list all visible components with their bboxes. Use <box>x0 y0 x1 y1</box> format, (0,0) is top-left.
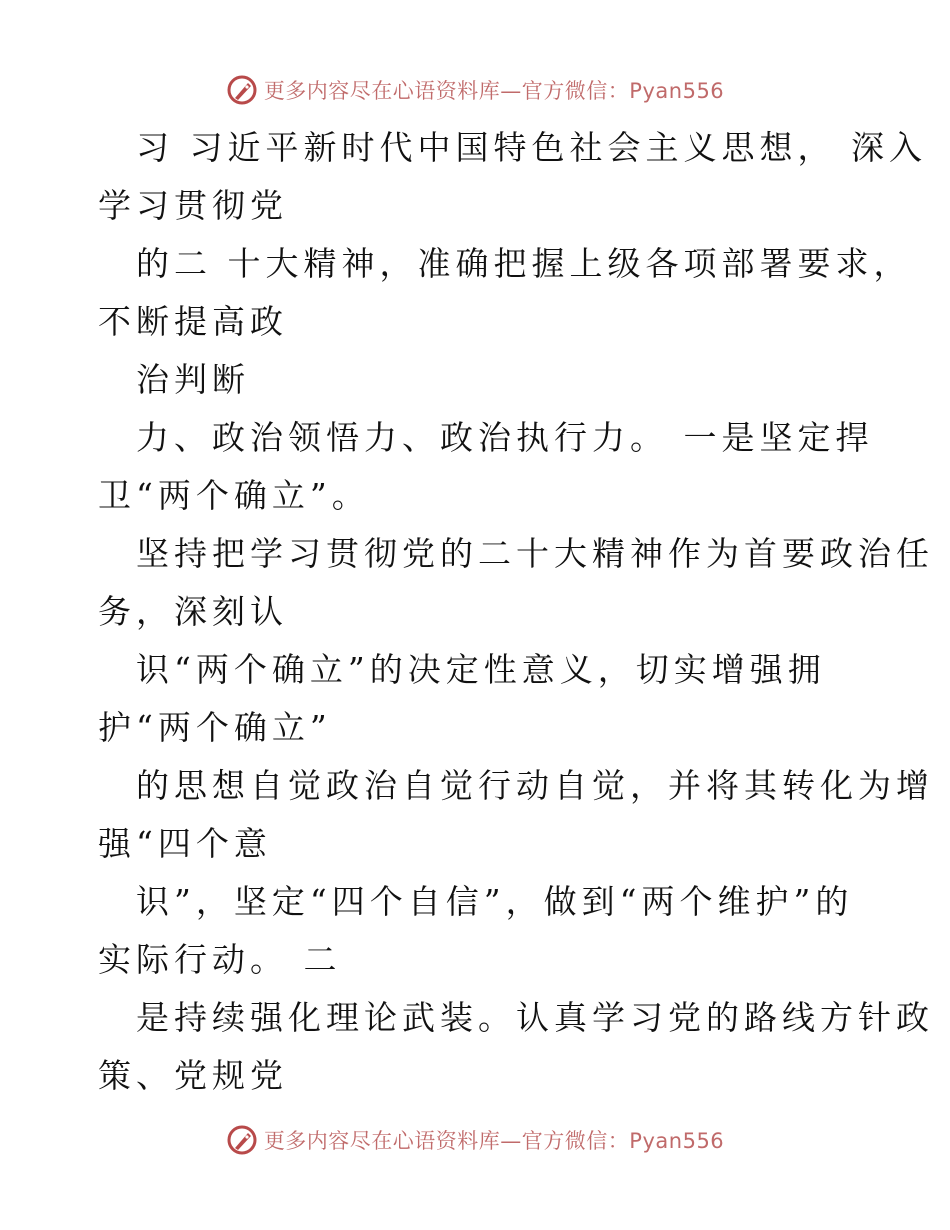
body-line: 的二 十大精神，准确把握上级各项部署要求， <box>136 244 912 283</box>
body-line: 的思想自觉政治自觉行动自觉，并将其转化为增 <box>136 766 934 805</box>
header-banner-text: 更多内容尽在心语资料库—官方微信：Pyan556 <box>263 79 725 103</box>
body-line: 强“四个意 <box>98 824 272 863</box>
body-line: 坚持把学习贯彻党的二十大精神作为首要政治任 <box>136 534 934 573</box>
body-line: 力、政治领悟力、政治执行力。 一是坚定捍 <box>136 418 874 457</box>
body-line: 治判断 <box>136 360 250 399</box>
body-line: 识“两个确立”的决定性意义，切实增强拥 <box>136 650 826 689</box>
pen-nib-logo-icon <box>226 1124 258 1156</box>
footer-banner <box>0 1122 950 1158</box>
body-line: 不断提高政 <box>98 302 288 341</box>
footer-banner-text: 更多内容尽在心语资料库—官方微信：Pyan556 <box>263 1129 725 1153</box>
body-line: 护“两个确立” <box>98 708 332 747</box>
header-banner <box>0 72 950 108</box>
body-line: 习 习近平新时代中国特色社会主义思想， 深入 <box>136 128 927 167</box>
body-line: 策、党规党 <box>98 1056 288 1095</box>
body-line: 是持续强化理论武装。认真学习党的路线方针政 <box>136 998 934 1037</box>
body-line: 学习贯彻党 <box>98 186 288 225</box>
body-line: 务，深刻认 <box>98 592 288 631</box>
body-line: 识”，坚定“四个自信”，做到“两个维护”的 <box>136 882 854 921</box>
pen-nib-logo-icon <box>226 74 258 106</box>
body-line: 卫“两个确立”。 <box>98 476 370 515</box>
body-line: 实际行动。 二 <box>98 940 342 979</box>
